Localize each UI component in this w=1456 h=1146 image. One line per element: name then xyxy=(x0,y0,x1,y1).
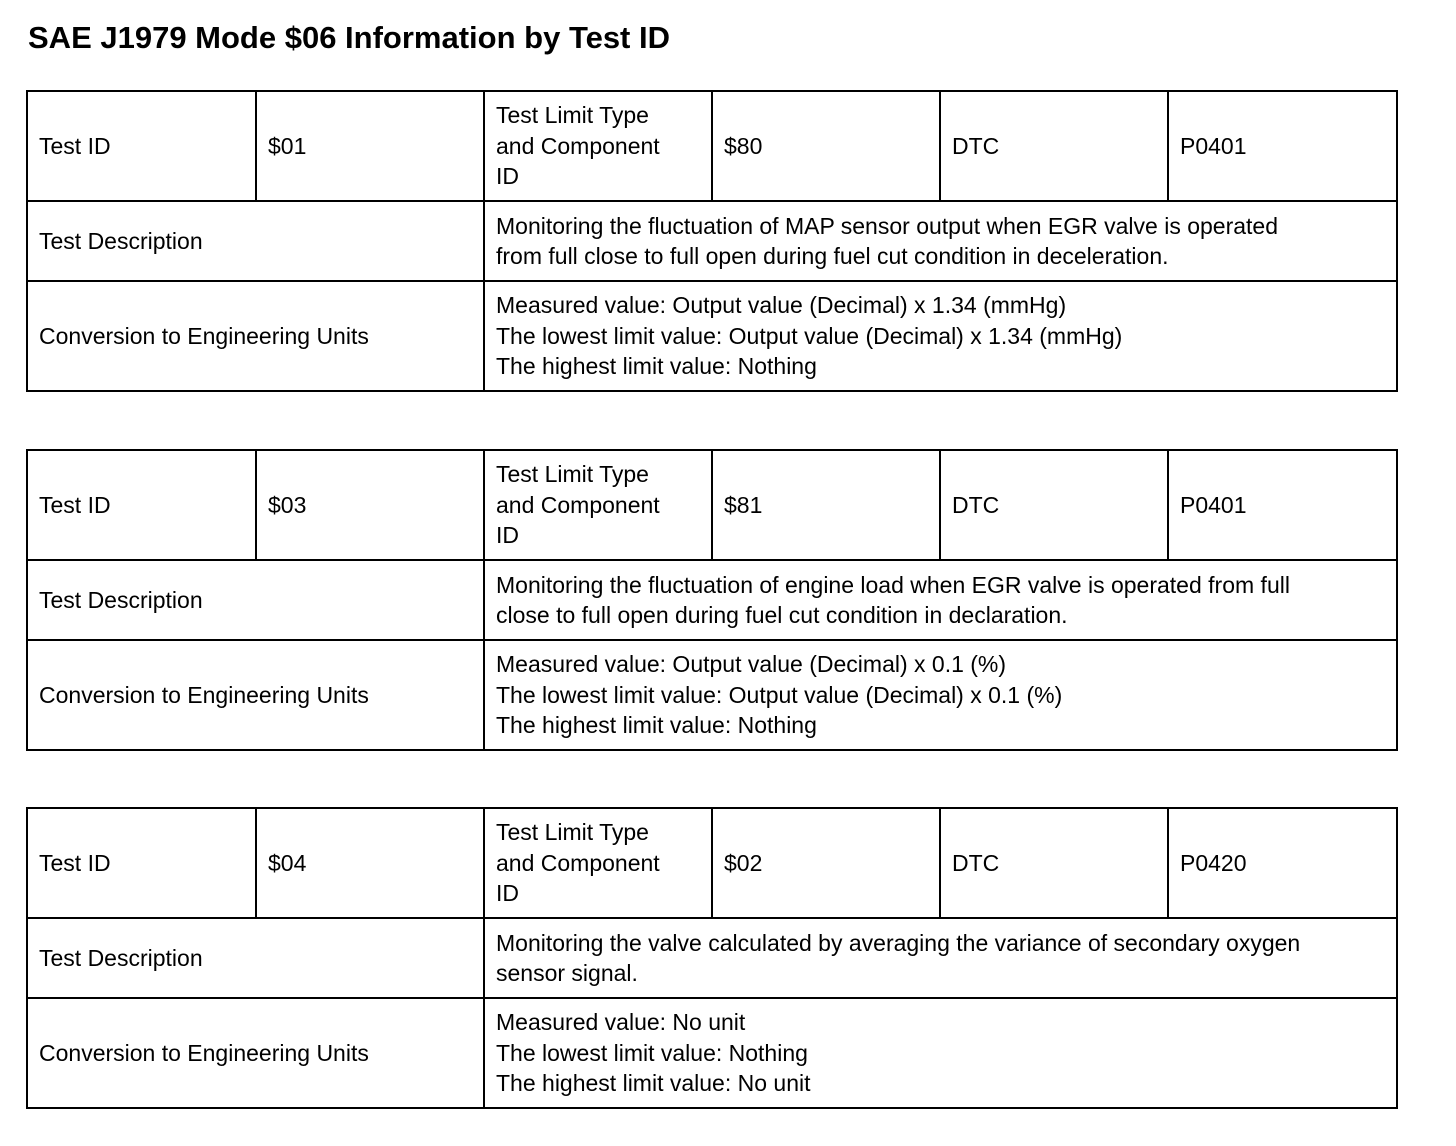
test-description-label: Test Description xyxy=(27,918,484,998)
page-title: SAE J1979 Mode $06 Information by Test ID xyxy=(28,20,670,55)
test-header-row xyxy=(27,91,1397,201)
conversion-line: Measured value: Output value (Decimal) x 1.34 (mmHg) xyxy=(496,292,1067,319)
conversion-value xyxy=(484,640,1397,750)
limit-type-value: $81 xyxy=(712,450,940,560)
description-line: close to full open during fuel cut condition in declaration. xyxy=(496,602,1068,628)
test-description-row xyxy=(27,560,1397,640)
test-table xyxy=(26,807,1398,1109)
dtc-label: DTC xyxy=(940,808,1168,918)
test-id-value: $04 xyxy=(256,808,484,918)
conversion-line: The lowest limit value: Output value (Decimal) x 1.34 (mmHg) xyxy=(496,322,1123,349)
description-line: from full close to full open during fuel cut condition in deceleration. xyxy=(496,243,1169,269)
conversion-label: Conversion to Engineering Units xyxy=(27,998,484,1108)
description-line: sensor signal. xyxy=(496,960,638,986)
limit-type-value: $80 xyxy=(712,91,940,201)
test-description-label: Test Description xyxy=(27,201,484,281)
test-id-value: $03 xyxy=(256,450,484,560)
test-description-value xyxy=(484,201,1397,281)
test-description-value xyxy=(484,918,1397,998)
dtc-label: DTC xyxy=(940,91,1168,201)
conversion-value xyxy=(484,281,1397,391)
test-id-label: Test ID xyxy=(27,91,256,201)
test-header-row xyxy=(27,808,1397,918)
limit-type-value: $02 xyxy=(712,808,940,918)
dtc-value: P0401 xyxy=(1168,91,1397,201)
test-id-label: Test ID xyxy=(27,808,256,918)
test-description-value xyxy=(484,560,1397,640)
conversion-value xyxy=(484,998,1397,1108)
test-header-row xyxy=(27,450,1397,560)
conversion-line: Measured value: No unit xyxy=(496,1009,746,1036)
conversion-row xyxy=(27,640,1397,750)
dtc-value: P0420 xyxy=(1168,808,1397,918)
conversion-line: The highest limit value: Nothing xyxy=(496,353,817,380)
test-table xyxy=(26,90,1398,392)
test-description-row xyxy=(27,918,1397,998)
limit-type-label: Test Limit Type and Component ID xyxy=(484,808,712,918)
conversion-line: Measured value: Output value (Decimal) x 0.1 (%) xyxy=(496,651,1007,678)
test-description-label: Test Description xyxy=(27,560,484,640)
limit-type-label: Test Limit Type and Component ID xyxy=(484,91,712,201)
conversion-row xyxy=(27,281,1397,391)
dtc-value: P0401 xyxy=(1168,450,1397,560)
conversion-row xyxy=(27,998,1397,1108)
conversion-label: Conversion to Engineering Units xyxy=(27,640,484,750)
description-line: Monitoring the fluctuation of engine load when EGR valve is operated from full xyxy=(496,571,1290,598)
description-line: Monitoring the fluctuation of MAP sensor output when EGR valve is operated xyxy=(496,212,1279,239)
test-description-row xyxy=(27,201,1397,281)
test-id-label: Test ID xyxy=(27,450,256,560)
dtc-label: DTC xyxy=(940,450,1168,560)
conversion-line: The highest limit value: No unit xyxy=(496,1070,811,1097)
conversion-label: Conversion to Engineering Units xyxy=(27,281,484,391)
limit-type-label: Test Limit Type and Component ID xyxy=(484,450,712,560)
conversion-line: The highest limit value: Nothing xyxy=(496,712,817,739)
test-table xyxy=(26,449,1398,751)
test-id-value: $01 xyxy=(256,91,484,201)
conversion-line: The lowest limit value: Output value (Decimal) x 0.1 (%) xyxy=(496,681,1063,708)
conversion-line: The lowest limit value: Nothing xyxy=(496,1039,808,1066)
description-line: Monitoring the valve calculated by averaging the variance of secondary oxygen xyxy=(496,929,1301,956)
